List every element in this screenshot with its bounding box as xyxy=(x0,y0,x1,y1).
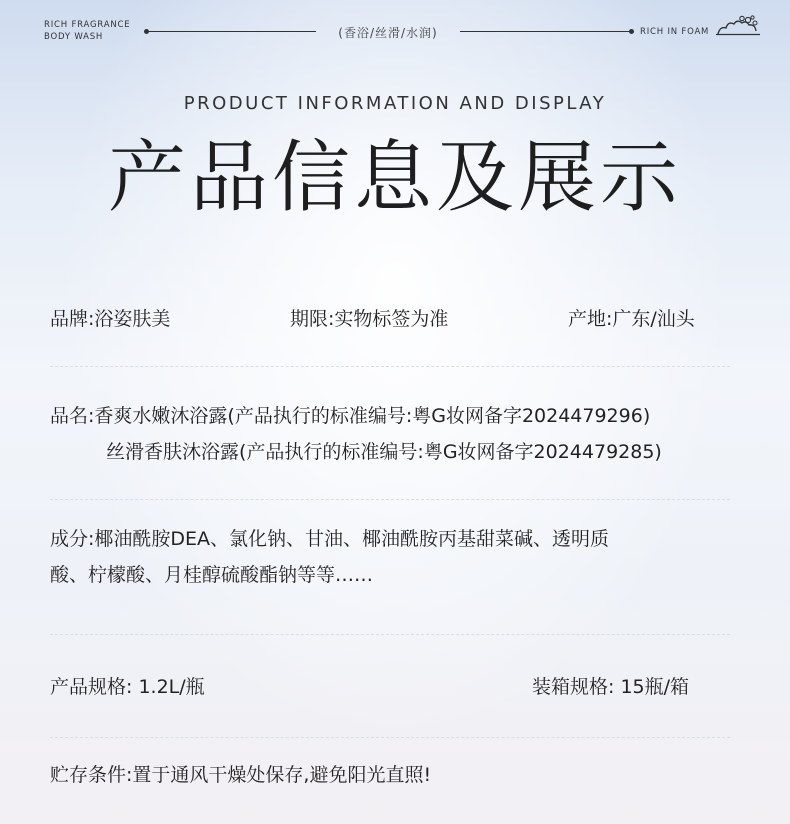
line-dot xyxy=(144,29,149,34)
dashed-divider xyxy=(50,634,730,635)
brand-field: 品牌:浴姿肤美 xyxy=(50,308,171,330)
product-name-line1: 品名:香爽水嫩沐浴露(产品执行的标准编号:粤G妆网备字2024479296) xyxy=(50,405,651,427)
storage-condition-field: 贮存条件:置于通风干燥处保存,避免阳光直照! xyxy=(50,764,432,786)
brand-tagline xyxy=(44,19,130,43)
feature-tags: (香浴/丝滑/水润) xyxy=(338,26,438,40)
ingredients-line1: 成分:椰油酰胺DEA、氯化钠、甘油、椰油酰胺丙基甜菜碱、透明质 xyxy=(50,528,610,550)
dashed-divider xyxy=(50,366,730,367)
left-divider-line xyxy=(146,31,316,32)
line-dot xyxy=(629,29,634,34)
section-subtitle: PRODUCT INFORMATION AND DISPLAY xyxy=(183,93,607,114)
page-title: 产品信息及展示 xyxy=(107,133,682,223)
foam-tagline: RICH IN FOAM xyxy=(640,27,710,37)
product-spec-field: 产品规格: 1.2L/瓶 xyxy=(50,676,205,698)
tagline-line1: RICH FRAGRANCE xyxy=(44,20,131,30)
ingredients-line2: 酸、柠檬酸、月桂醇硫酸酯钠等等…… xyxy=(50,564,374,586)
dashed-divider xyxy=(50,737,730,738)
foam-bubbles-icon xyxy=(716,15,760,37)
tagline-line2: BODY WASH xyxy=(44,32,104,42)
product-name-line2: 丝滑香肤沐浴露(产品执行的标准编号:粤G妆网备字2024479285) xyxy=(106,441,662,463)
dashed-divider xyxy=(50,499,730,500)
origin-field: 产地:广东/汕头 xyxy=(568,308,695,330)
packing-spec-field: 装箱规格: 15瓶/箱 xyxy=(532,676,690,698)
shelf-life-field: 期限:实物标签为准 xyxy=(290,308,449,330)
right-divider-line xyxy=(460,31,632,32)
top-banner xyxy=(0,0,790,60)
